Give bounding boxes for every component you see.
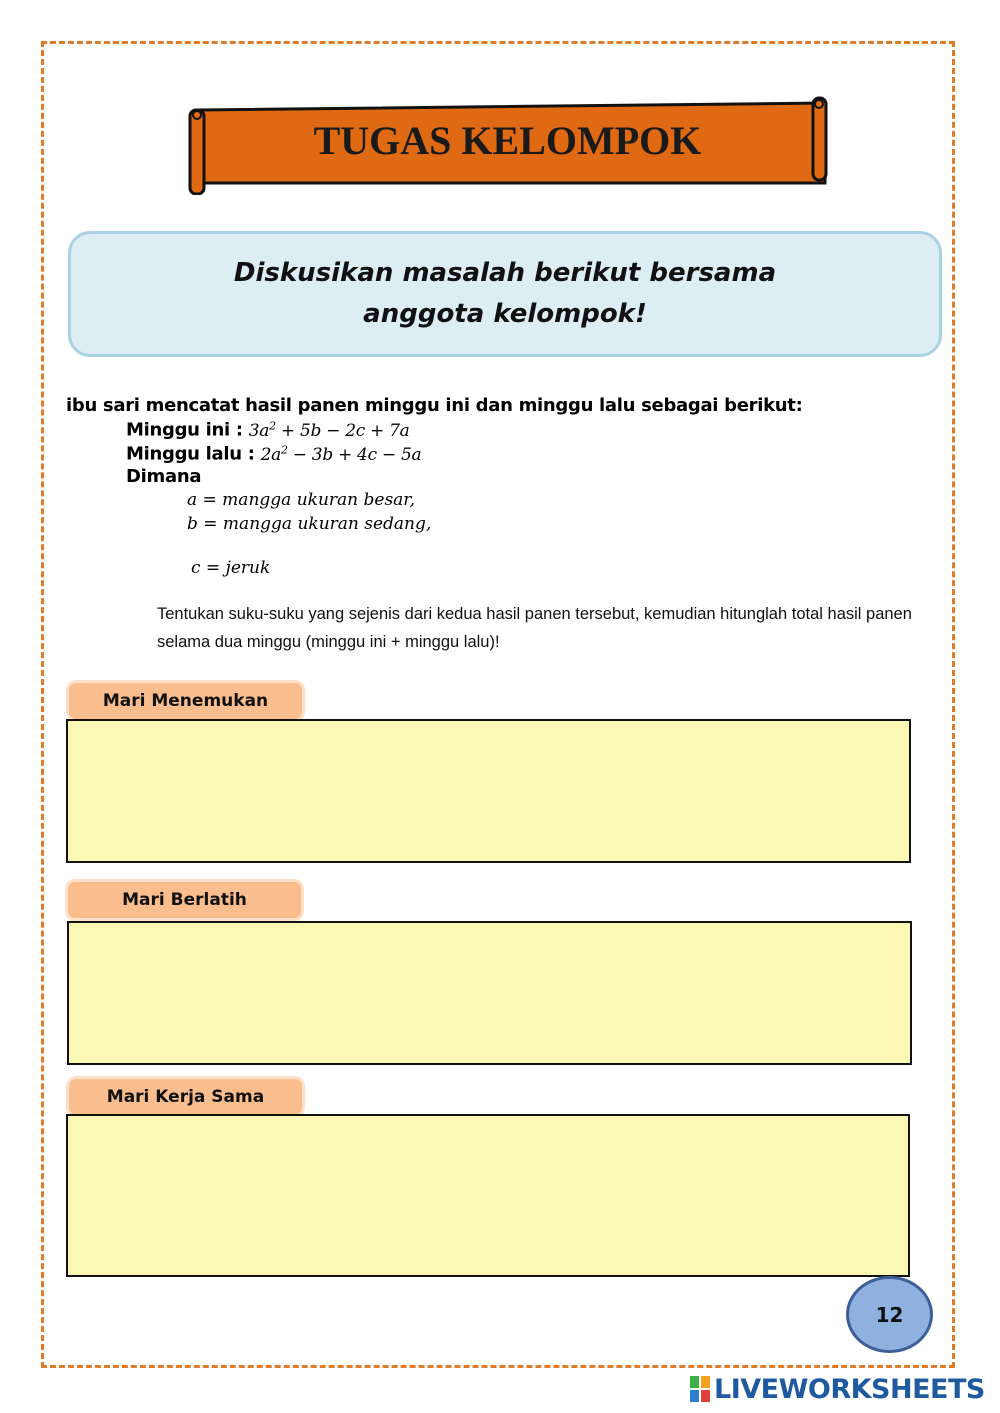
- variable-c: c = jeruk: [191, 558, 271, 578]
- title-banner: [185, 95, 830, 195]
- this-week-expression: $3a^2 + 5b - 2c + 7a$: [248, 419, 410, 441]
- last-week-label: Minggu lalu :: [126, 443, 255, 465]
- task-text: Tentukan suku-suku yang sejenis dari kedua hasil panen tersebut, kemudian hitunglah total hasil panen selama dua minggu (minggu ini + minggu lalu)!: [157, 605, 912, 651]
- section-tab-mari-menemukan: Mari Menemukan: [69, 683, 302, 719]
- last-week-expression: $2a^2 - 3b + 4c - 5a$: [260, 443, 422, 465]
- variable-a: a = mangga ukuran besar,: [187, 490, 415, 510]
- where-label: Dimana: [126, 466, 202, 487]
- problem-intro: ibu sari mencatat hasil panen minggu ini dan minggu lalu sebagai berikut:: [66, 395, 803, 416]
- watermark-text: LIVEWORKSHEETS: [714, 1373, 985, 1405]
- this-week-label: Minggu ini :: [126, 419, 243, 441]
- liveworksheets-logo-icon: [690, 1376, 710, 1402]
- instruction-text: Diskusikan masalah berikut bersama anggota kelompok!: [233, 258, 777, 329]
- answer-box-mari-berlatih[interactable]: [67, 921, 912, 1065]
- section-tab-mari-kerja-sama: Mari Kerja Sama: [69, 1079, 302, 1115]
- answer-box-mari-kerja-sama[interactable]: [66, 1114, 910, 1277]
- answer-box-mari-menemukan[interactable]: [66, 719, 911, 863]
- instruction-box: [68, 231, 942, 357]
- section-tab-mari-berlatih: Mari Berlatih: [68, 882, 301, 918]
- last-week-line: [126, 443, 421, 465]
- liveworksheets-watermark: [690, 1372, 985, 1406]
- variable-b: b = mangga ukuran sedang,: [187, 514, 432, 534]
- page-number-badge: 12: [846, 1276, 933, 1353]
- page-title: TUGAS KELOMPOK: [313, 118, 702, 163]
- this-week-line: [126, 419, 409, 441]
